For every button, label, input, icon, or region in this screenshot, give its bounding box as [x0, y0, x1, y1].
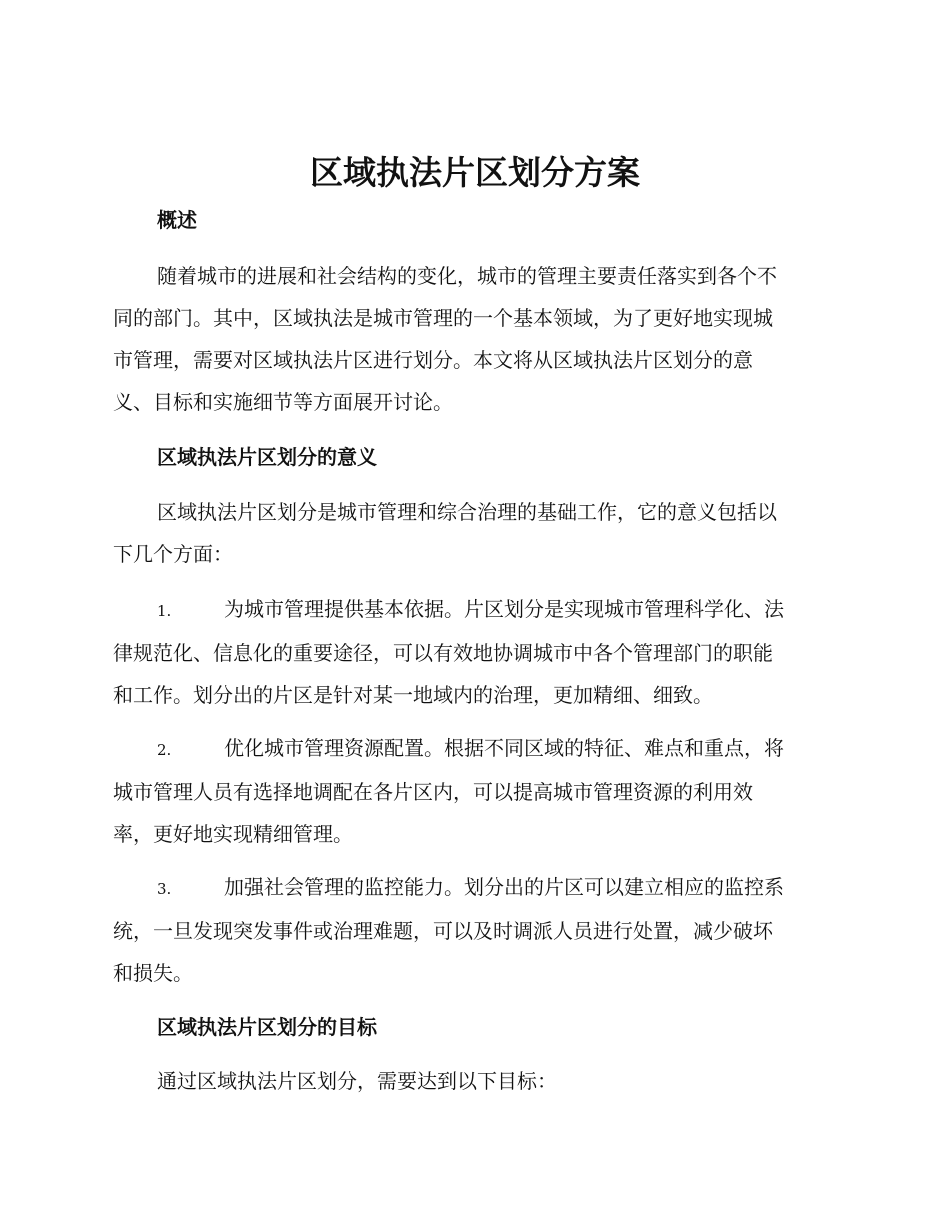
paragraph-line: 和工作。划分出的片区是针对某一地域内的治理，更加精细、细致。	[113, 683, 713, 707]
paragraph-line: 市管理，需要对区域执法片区进行划分。本文将从区域执法片区划分的意	[113, 348, 753, 372]
document-title: 区域执法片区划分方案	[310, 153, 640, 192]
paragraph-line: 率，更好地实现精细管理。	[113, 822, 353, 846]
list-item-text: 加强社会管理的监控能力。划分出的片区可以建立相应的监控系	[224, 875, 784, 899]
list-item-text: 优化城市管理资源配置。根据不同区域的特征、难点和重点，将	[224, 736, 784, 760]
list-item-first-line	[113, 727, 843, 771]
paragraph-line: 义、目标和实施细节等方面展开讨论。	[113, 390, 453, 414]
paragraph-line: 同的部门。其中，区域执法是城市管理的一个基本领域，为了更好地实现城	[113, 306, 773, 330]
significance-intro-paragraph	[113, 491, 843, 575]
paragraph-line: 下几个方面：	[113, 542, 233, 566]
list-item-first-line	[113, 866, 843, 910]
list-item-first-line	[113, 588, 843, 632]
paragraph-line: 城市管理人员有选择地调配在各片区内，可以提高城市管理资源的利用效	[113, 780, 753, 804]
list-item-number: 1.	[157, 602, 172, 620]
paragraph-line: 和损失。	[113, 961, 193, 985]
paragraph-line: 通过区域执法片区划分，需要达到以下目标：	[157, 1069, 557, 1093]
paragraph-line: 随着城市的进展和社会结构的变化，城市的管理主要责任落实到各个不	[157, 264, 777, 288]
goals-intro-paragraph	[113, 1060, 843, 1102]
paragraph-line: 区域执法片区划分是城市管理和综合治理的基础工作，它的意义包括以	[157, 500, 777, 524]
list-item-3	[113, 866, 843, 994]
list-item-text: 为城市管理提供基本依据。片区划分是实现城市管理科学化、法	[224, 597, 784, 621]
overview-paragraph	[113, 255, 843, 423]
section-heading-overview: 概述	[157, 208, 197, 232]
section-heading-goals: 区域执法片区划分的目标	[157, 1015, 377, 1039]
list-item-number: 2.	[157, 741, 172, 759]
paragraph-line: 统，一旦发现突发事件或治理难题，可以及时调派人员进行处置，减少破坏	[113, 919, 773, 943]
list-item-2	[113, 727, 843, 855]
list-item-number: 3.	[157, 880, 172, 898]
section-heading-significance: 区域执法片区划分的意义	[157, 445, 377, 469]
list-item-1	[113, 588, 843, 716]
paragraph-line: 律规范化、信息化的重要途径，可以有效地协调城市中各个管理部门的职能	[113, 641, 773, 665]
